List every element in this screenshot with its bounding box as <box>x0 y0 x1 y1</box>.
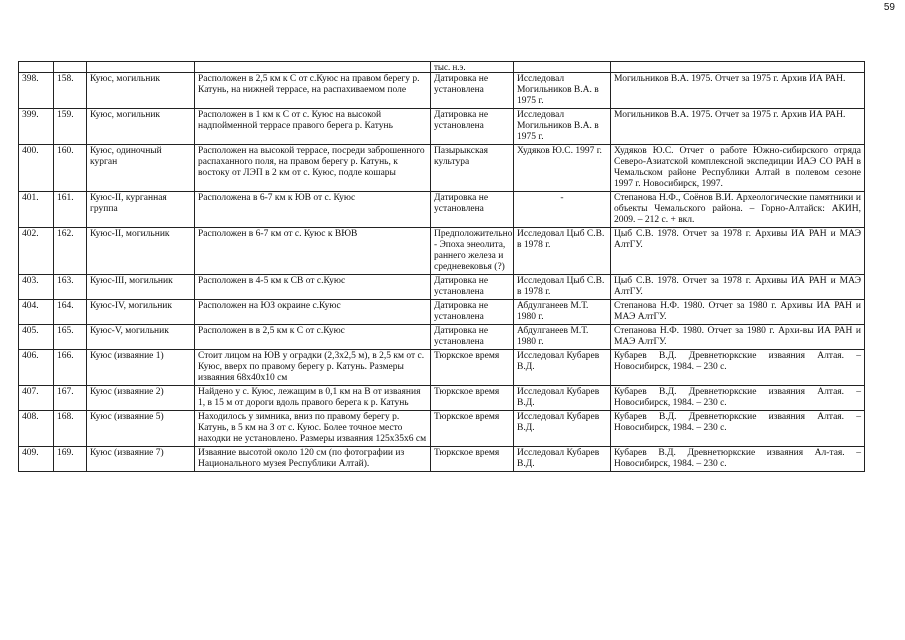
table-row <box>19 145 865 192</box>
record-number-cell: 406. <box>19 350 54 386</box>
dating-cell: Тюркское время <box>431 350 514 386</box>
table-row <box>19 386 865 411</box>
source-cell: Цыб С.В. 1978. Отчет за 1978 г. Архивы ИА РАН и МАЭ АлтГУ. <box>611 228 865 275</box>
dating-cell: Пазырыкская культура <box>431 145 514 192</box>
source-cell: Кубарев В.Д. Древнетюркские изваяния Алтая. – Новосибирск, 1984. – 230 с. <box>611 386 865 411</box>
location-cell: Находилось у зимника, вниз по правому берегу р. Катунь, в 5 км на З от с. Куюс. Более точное место находки не установлено. Размеры изваяния 125х35х6 см <box>195 411 431 447</box>
source-cell: Кубарев В.Д. Древнетюркские изваяния Алтая. – Новосибирск, 1984. – 230 с. <box>611 350 865 386</box>
record-number-cell: 399. <box>19 109 54 145</box>
research-cell: Исследовал Могильников В.А. в 1975 г. <box>514 109 611 145</box>
record-number-cell: 400. <box>19 145 54 192</box>
source-cell: Худяков Ю.С. Отчет о работе Южно-сибирского отряда Северо-Азиатской комплексной экспедиции ИАЭ СО РАН в Чемальском районе Республики Алтай в полевом сезоне 1997 г. Новосибирск, 1997. <box>611 145 865 192</box>
record-number-cell: 409. <box>19 447 54 472</box>
table-row <box>19 275 865 300</box>
sub-number-cell: 168. <box>54 411 87 447</box>
sub-number-cell: 161. <box>54 192 87 228</box>
source-cell: Могильников В.А. 1975. Отчет за 1975 г. Архив ИА РАН. <box>611 109 865 145</box>
record-number-cell: 407. <box>19 386 54 411</box>
location-cell: Расположен в в 2,5 км к С от с.Куюс <box>195 325 431 350</box>
dating-cell: Датировка не установлена <box>431 325 514 350</box>
source-cell: Кубарев В.Д. Древнетюркские изваяния Ал-тая. – Новосибирск, 1984. – 230 с. <box>611 447 865 472</box>
research-cell: Исследовал Цыб С.В. в 1978 г. <box>514 275 611 300</box>
dating-cell: тыс. н.э. <box>431 62 514 73</box>
research-cell: Исследовал Цыб С.В. в 1978 г. <box>514 228 611 275</box>
sub-number-cell: 166. <box>54 350 87 386</box>
dating-cell: Тюркское время <box>431 447 514 472</box>
dating-cell: Датировка не установлена <box>431 192 514 228</box>
record-number-cell: 408. <box>19 411 54 447</box>
research-cell: Абдулганеев М.Т. 1980 г. <box>514 325 611 350</box>
monument-name-cell: Куюс-II, могильник <box>87 228 195 275</box>
source-cell: Могильников В.А. 1975. Отчет за 1975 г. Архив ИА РАН. <box>611 73 865 109</box>
table-row <box>19 300 865 325</box>
table-row <box>19 192 865 228</box>
sub-number-cell: 160. <box>54 145 87 192</box>
sub-number-cell: 169. <box>54 447 87 472</box>
location-cell: Расположен в 1 км к С от с. Куюс на высокой надпойменной террасе правого берега р. Катунь <box>195 109 431 145</box>
table-row <box>19 109 865 145</box>
record-number-cell: 403. <box>19 275 54 300</box>
table-row <box>19 73 865 109</box>
monument-name-cell: Куюс, одиночный курган <box>87 145 195 192</box>
location-cell: Найдено у с. Куюс, лежащим в 0,1 км на В от изваяния 1, в 15 м от дороги вдоль правого берега к р. Катунь <box>195 386 431 411</box>
record-number-cell: 401. <box>19 192 54 228</box>
monument-name-cell: Куюс, могильник <box>87 109 195 145</box>
dating-cell: Датировка не установлена <box>431 300 514 325</box>
record-number-cell: 404. <box>19 300 54 325</box>
monument-name-cell: Куюс-II, курганная группа <box>87 192 195 228</box>
research-cell: Худяков Ю.С. 1997 г. <box>514 145 611 192</box>
research-cell: Исследовал Могильников В.А. в 1975 г. <box>514 73 611 109</box>
monuments-table <box>18 61 865 472</box>
record-number-cell: 405. <box>19 325 54 350</box>
source-cell: Степанова Н.Ф. 1980. Отчет за 1980 г. Архивы ИА РАН и МАЭ АлтГУ. <box>611 300 865 325</box>
research-cell: Абдулганеев М.Т. 1980 г. <box>514 300 611 325</box>
sub-number-cell: 163. <box>54 275 87 300</box>
monument-name-cell: Куюс-III, могильник <box>87 275 195 300</box>
table-row <box>19 350 865 386</box>
research-cell: Исследовал Кубарев В.Д. <box>514 350 611 386</box>
research-cell: Исследовал Кубарев В.Д. <box>514 411 611 447</box>
dating-cell: Тюркское время <box>431 411 514 447</box>
table-row <box>19 447 865 472</box>
location-cell: Расположен на высокой террасе, посреди заброшенного распаханного поля, на правом берегу р. Катунь, к востоку от ЛЭП в 2 км от с. Куюс, подле кошары <box>195 145 431 192</box>
page-number: 59 <box>883 2 895 13</box>
source-cell: Кубарев В.Д. Древнетюркские изваяния Алтая. – Новосибирск, 1984. – 230 с. <box>611 411 865 447</box>
monument-name-cell: Куюс-V, могильник <box>87 325 195 350</box>
location-cell: Расположен в 4-5 км к СВ от с.Куюс <box>195 275 431 300</box>
monument-name-cell: Куюс (изваяние 7) <box>87 447 195 472</box>
continuation-row <box>19 62 865 73</box>
sub-number-cell: 159. <box>54 109 87 145</box>
source-cell: Степанова Н.Ф., Соёнов В.И. Археологические памятники и объекты Чемальского района. – Горно-Алтайск: АКИН, 2009. – 212 с. + вкл. <box>611 192 865 228</box>
table-row <box>19 411 865 447</box>
research-cell: Исследовал Кубарев В.Д. <box>514 447 611 472</box>
location-cell: Расположена в 6-7 км к ЮВ от с. Куюс <box>195 192 431 228</box>
sub-number-cell: 165. <box>54 325 87 350</box>
location-cell: Стоит лицом на ЮВ у оградки (2,3х2,5 м), в 2,5 км от с. Куюс, вверх по правому берегу р. Катунь. Размеры изваяния 68х40х10 см <box>195 350 431 386</box>
monument-name-cell: Куюс (изваяние 2) <box>87 386 195 411</box>
monument-name-cell: Куюс, могильник <box>87 73 195 109</box>
sub-number-cell: 162. <box>54 228 87 275</box>
sub-number-cell: 158. <box>54 73 87 109</box>
record-number-cell: 402. <box>19 228 54 275</box>
source-cell: Цыб С.В. 1978. Отчет за 1978 г. Архивы ИА РАН и МАЭ АлтГУ. <box>611 275 865 300</box>
dating-cell: Датировка не установлена <box>431 109 514 145</box>
sub-number-cell: 164. <box>54 300 87 325</box>
location-cell: Расположен в 2,5 км к С от с.Куюс на правом берегу р. Катунь, на нижней террасе, на распахиваемом поле <box>195 73 431 109</box>
sub-number-cell: 167. <box>54 386 87 411</box>
dating-cell: Тюркское время <box>431 386 514 411</box>
monument-name-cell: Куюс (изваяние 5) <box>87 411 195 447</box>
dating-cell: Датировка не установлена <box>431 73 514 109</box>
source-cell: Степанова Н.Ф. 1980. Отчет за 1980 г. Архи-вы ИА РАН и МАЭ АлтГУ. <box>611 325 865 350</box>
research-cell: Исследовал Кубарев В.Д. <box>514 386 611 411</box>
location-cell: Расположен на ЮЗ окраине с.Куюс <box>195 300 431 325</box>
dating-cell: Датировка не установлена <box>431 275 514 300</box>
table-row <box>19 228 865 275</box>
record-number-cell: 398. <box>19 73 54 109</box>
table-row <box>19 325 865 350</box>
monument-name-cell: Куюс-IV, могильник <box>87 300 195 325</box>
research-cell: - <box>514 192 611 228</box>
monument-name-cell: Куюс (изваяние 1) <box>87 350 195 386</box>
dating-cell: Предположительно - Эпоха энеолита, раннего железа и средневековья (?) <box>431 228 514 275</box>
location-cell: Изваяние высотой около 120 см (по фотографии из Национального музея Республики Алтай). <box>195 447 431 472</box>
location-cell: Расположен в 6-7 км от с. Куюс к ВЮВ <box>195 228 431 275</box>
